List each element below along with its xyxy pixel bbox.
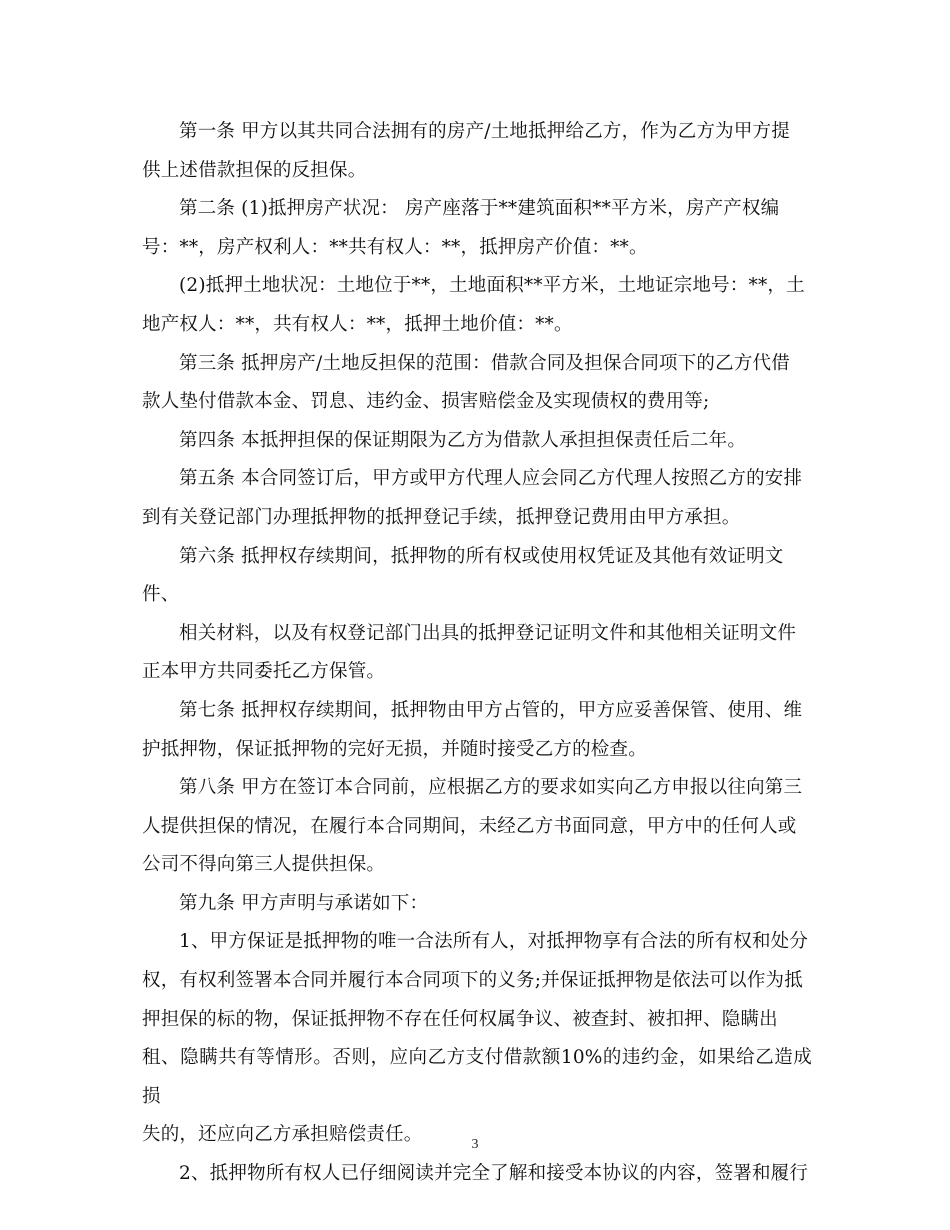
paragraph-article-9: 第九条 甲方声明与承诺如下： bbox=[179, 892, 429, 914]
paragraph-article-1: 第一条 甲方以其共同合法拥有的房产/土地抵押给乙方，作为乙方为甲方提 供上述借款担保的反担保。 bbox=[142, 121, 790, 181]
paragraph-article-3: 第三条 抵押房产/土地反担保的范围：借款合同及担保合同项下的乙方代借 款人垫付借款本金、罚息、违约金、损害赔偿金及实现债权的费用等; bbox=[142, 352, 790, 413]
paragraph-article-7: 第七条 抵押权存续期间，抵押物由甲方占管的，甲方应妥善保管、使用、维 护抵押物，保证抵押物的完好无损，并随时接受乙方的检查。 bbox=[142, 699, 803, 760]
paragraph-article-9-item-1: 1、甲方保证是抵押物的唯一合法所有人，对抵押物享有合法的所有权和处分 权，有权利签署本合同并履行本合同项下的义务;并保证抵押物是依法可以作为抵 押担保的标的物，保证抵押物不存在任何权属争议、被查封、被扣押、隐瞒出 租、隐瞒共有等情形。否则，应向乙方支付借款额10%的违约金，如果给乙造成损 失的，还应向乙方承担赔偿责任。 bbox=[142, 931, 812, 1146]
paragraph-article-6-continued: 相关材料，以及有权登记部门出具的抵押登记证明文件和其他相关证明文件 正本甲方共同委托乙方保管。 bbox=[142, 622, 797, 683]
page-number: 3 bbox=[471, 1137, 479, 1152]
paragraph-article-6: 第六条 抵押权存续期间，抵押物的所有权或使用权凭证及其他有效证明文 件、 bbox=[142, 545, 784, 606]
paragraph-article-5: 第五条 本合同签订后，甲方或甲方代理人应会同乙方代理人按照乙方的安排 到有关登记部门办理抵押物的抵押登记手续，抵押登记费用由甲方承担。 bbox=[142, 468, 803, 528]
paragraph-article-8: 第八条 甲方在签订本合同前，应根据乙方的要求如实向乙方申报以往向第三 人提供担保的情况，在履行本合同期间，未经乙方书面同意，甲方中的任何人或 公司不得向第三人提供担保。 bbox=[142, 777, 803, 876]
paragraph-article-4: 第四条 本抵押担保的保证期限为乙方为借款人承担担保责任后二年。 bbox=[179, 429, 747, 451]
paragraph-article-9-item-2: 2、抵押物所有权人已仔细阅读并完全了解和接受本协议的内容，签署和履行 bbox=[179, 1163, 809, 1185]
document-body bbox=[142, 113, 812, 1194]
paragraph-article-2-land: (2)抵押土地状况：土地位于**，土地面积**平方米，土地证宗地号：**，土 地产权人：**，共有权人：**，抵押土地价值：**。 bbox=[142, 275, 805, 335]
paragraph-article-2-house: 第二条 (1)抵押房产状况： 房产座落于**建筑面积**平方米，房产产权编 号：**，房产权利人：**共有权人：**，抵押房产价值：**。 bbox=[142, 198, 780, 258]
